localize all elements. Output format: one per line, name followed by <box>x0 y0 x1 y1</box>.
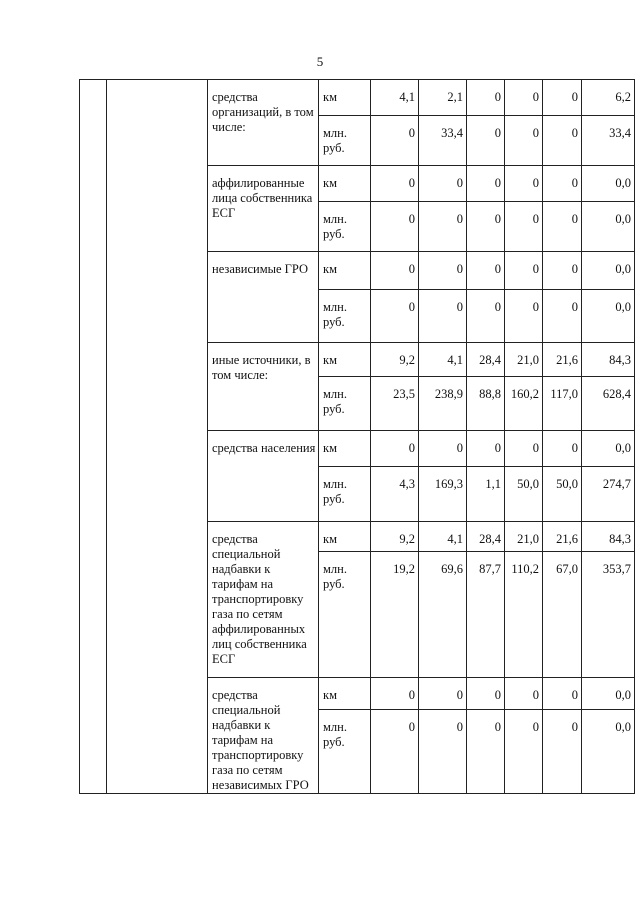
value-cell: 0 <box>371 166 419 202</box>
total-cell: 0,0 <box>582 678 635 710</box>
value-cell: 0 <box>419 431 467 467</box>
value-cell: 0 <box>371 710 419 794</box>
value-cell: 0 <box>371 252 419 290</box>
unit-cell: км <box>319 80 371 116</box>
unit-cell: млн. руб. <box>319 552 371 678</box>
value-cell: 0 <box>505 202 543 252</box>
unit-cell: км <box>319 343 371 377</box>
total-cell: 0,0 <box>582 290 635 343</box>
unit-cell: млн. руб. <box>319 710 371 794</box>
value-cell: 0 <box>505 678 543 710</box>
value-cell: 33,4 <box>419 116 467 166</box>
value-cell: 0 <box>543 431 582 467</box>
value-cell: 23,5 <box>371 377 419 431</box>
total-cell: 33,4 <box>582 116 635 166</box>
total-cell: 0,0 <box>582 166 635 202</box>
total-cell: 0,0 <box>582 252 635 290</box>
empty-index-column <box>80 80 107 794</box>
total-cell: 0,0 <box>582 710 635 794</box>
value-cell: 0 <box>419 678 467 710</box>
value-cell: 50,0 <box>505 467 543 522</box>
value-cell: 4,1 <box>371 80 419 116</box>
value-cell: 0 <box>505 252 543 290</box>
value-cell: 0 <box>467 80 505 116</box>
source-label: средства специальной надбавки к тарифам на транспортировку газа по сетям аффилированных лиц собственника ЕСГ <box>208 522 319 678</box>
value-cell: 0 <box>505 116 543 166</box>
value-cell: 0 <box>543 80 582 116</box>
value-cell: 28,4 <box>467 343 505 377</box>
value-cell: 0 <box>543 678 582 710</box>
value-cell: 0 <box>467 202 505 252</box>
source-label: независимые ГРО <box>208 252 319 343</box>
value-cell: 0 <box>505 431 543 467</box>
value-cell: 0 <box>371 678 419 710</box>
value-cell: 0 <box>467 116 505 166</box>
value-cell: 0 <box>419 290 467 343</box>
value-cell: 87,7 <box>467 552 505 678</box>
total-cell: 84,3 <box>582 343 635 377</box>
financing-table <box>79 79 635 794</box>
unit-cell: млн. руб. <box>319 467 371 522</box>
value-cell: 21,6 <box>543 343 582 377</box>
value-cell: 0 <box>467 678 505 710</box>
value-cell: 0 <box>543 202 582 252</box>
unit-cell: млн. руб. <box>319 202 371 252</box>
value-cell: 4,3 <box>371 467 419 522</box>
value-cell: 2,1 <box>419 80 467 116</box>
value-cell: 0 <box>543 166 582 202</box>
total-cell: 353,7 <box>582 552 635 678</box>
value-cell: 21,0 <box>505 343 543 377</box>
source-label: средства специальной надбавки к тарифам на транспортировку газа по сетям независимых ГРО <box>208 678 319 794</box>
total-cell: 274,7 <box>582 467 635 522</box>
value-cell: 0 <box>467 166 505 202</box>
value-cell: 238,9 <box>419 377 467 431</box>
value-cell: 50,0 <box>543 467 582 522</box>
value-cell: 0 <box>505 290 543 343</box>
value-cell: 110,2 <box>505 552 543 678</box>
total-cell: 84,3 <box>582 522 635 552</box>
value-cell: 0 <box>467 431 505 467</box>
source-label: иные источники, в том числе: <box>208 343 319 431</box>
value-cell: 4,1 <box>419 343 467 377</box>
source-label: средства населения <box>208 431 319 522</box>
unit-cell: км <box>319 252 371 290</box>
value-cell: 28,4 <box>467 522 505 552</box>
value-cell: 21,0 <box>505 522 543 552</box>
value-cell: 0 <box>505 166 543 202</box>
table-row <box>80 80 635 116</box>
value-cell: 9,2 <box>371 522 419 552</box>
source-label: аффилированные лица собственника ЕСГ <box>208 166 319 252</box>
value-cell: 1,1 <box>467 467 505 522</box>
value-cell: 0 <box>371 431 419 467</box>
value-cell: 4,1 <box>419 522 467 552</box>
value-cell: 19,2 <box>371 552 419 678</box>
value-cell: 0 <box>543 710 582 794</box>
value-cell: 0 <box>371 202 419 252</box>
value-cell: 117,0 <box>543 377 582 431</box>
value-cell: 0 <box>467 710 505 794</box>
total-cell: 0,0 <box>582 431 635 467</box>
value-cell: 21,6 <box>543 522 582 552</box>
value-cell: 0 <box>419 252 467 290</box>
value-cell: 0 <box>505 80 543 116</box>
value-cell: 169,3 <box>419 467 467 522</box>
total-cell: 628,4 <box>582 377 635 431</box>
value-cell: 0 <box>543 116 582 166</box>
unit-cell: км <box>319 678 371 710</box>
unit-cell: млн. руб. <box>319 116 371 166</box>
value-cell: 0 <box>371 116 419 166</box>
value-cell: 9,2 <box>371 343 419 377</box>
value-cell: 0 <box>543 290 582 343</box>
total-cell: 0,0 <box>582 202 635 252</box>
unit-cell: км <box>319 166 371 202</box>
page-number: 5 <box>316 54 324 69</box>
value-cell: 0 <box>543 252 582 290</box>
unit-cell: км <box>319 522 371 552</box>
empty-name-column <box>107 80 208 794</box>
value-cell: 0 <box>371 290 419 343</box>
source-label: средства организаций, в том числе: <box>208 80 319 166</box>
value-cell: 0 <box>505 710 543 794</box>
unit-cell: млн. руб. <box>319 290 371 343</box>
value-cell: 0 <box>419 710 467 794</box>
value-cell: 88,8 <box>467 377 505 431</box>
value-cell: 67,0 <box>543 552 582 678</box>
value-cell: 0 <box>467 252 505 290</box>
value-cell: 160,2 <box>505 377 543 431</box>
total-cell: 6,2 <box>582 80 635 116</box>
value-cell: 0 <box>419 202 467 252</box>
unit-cell: км <box>319 431 371 467</box>
unit-cell: млн. руб. <box>319 377 371 431</box>
value-cell: 0 <box>419 166 467 202</box>
value-cell: 0 <box>467 290 505 343</box>
value-cell: 69,6 <box>419 552 467 678</box>
